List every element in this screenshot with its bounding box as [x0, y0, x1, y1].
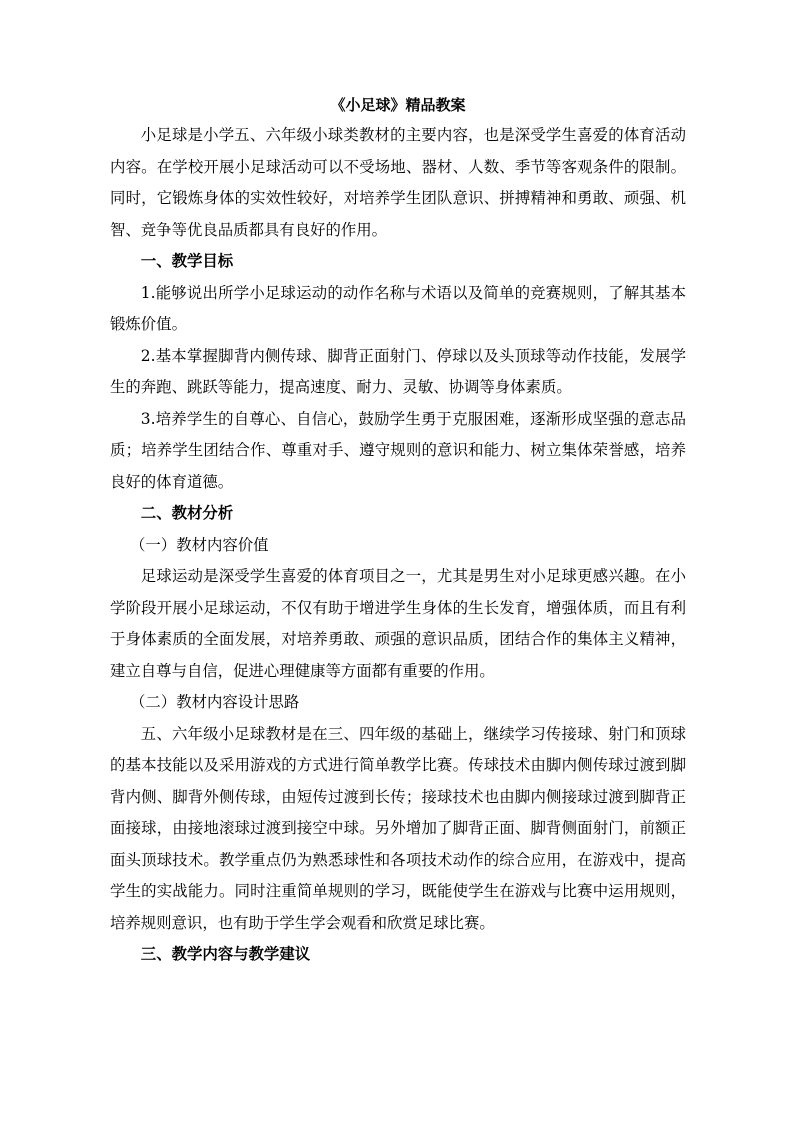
goal-item-1: 1.能够说出所学小足球运动的动作名称与术语以及简单的竞赛规则，了解其基本锻炼价值。 — [110, 283, 686, 333]
design-ideas-paragraph: 五、六年级小足球教材是在三、四年级的基础上，继续学习传接球、射门和顶球的基本技能以及采用游戏的方式进行简单教学比赛。传球技术由脚内侧传球过渡到脚背内侧、脚背外侧传球，由短传过渡到长传；接球技术也由脚内侧接球过渡到脚背正面接球，由接地滚球过渡到接空中球。另外增加了脚背正面、脚背侧面射门，前额正面头顶球技术。教学重点仍为熟悉球性和各项技术动作的综合应用，在游戏中，提高学生的实战能力。同时注重简单规则的学习，既能使学生在游戏与比赛中运用规则，培养规则意识，也有助于学生学会观看和欣赏足球比赛。 — [110, 724, 686, 932]
section-heading-teaching-goals: 一、教学目标 — [140, 252, 234, 270]
intro-paragraph: 小足球是小学五、六年级小球类教材的主要内容，也是深受学生喜爱的体育活动内容。在学校开展小足球活动可以不受场地、器材、人数、季节等客观条件的限制。同时，它锻炼身体的实效性较好，对培养学生团队意识、拼搏精神和勇敢、顽强、机智、竞争等优良品质都具有良好的作用。 — [110, 126, 686, 239]
document-title: 《小足球》精品教案 — [330, 96, 466, 114]
section-heading-content-and-suggestions: 三、教学内容与教学建议 — [140, 945, 311, 963]
goal-item-3: 3.培养学生的自尊心、自信心，鼓励学生勇于克服困难，逐渐形成坚强的意志品质；培养学生团结合作、尊重对手、遵守规则的意识和能力、树立集体荣誉感，培养良好的体育道德。 — [110, 409, 686, 491]
document-page — [110, 94, 686, 971]
content-value-paragraph: 足球运动是深受学生喜爱的体育项目之一，尤其是男生对小足球更感兴趣。在小学阶段开展小足球运动，不仅有助于增进学生身体的生长发育，增强体质，而且有利于身体素质的全面发展，对培养勇敢、顽强的意识品质，团结合作的集体主义精神，建立自尊与自信，促进心理健康等方面都有重要的作用。 — [110, 567, 686, 680]
section-heading-material-analysis: 二、教材分析 — [140, 504, 234, 522]
subsection-heading-content-value: （一）教材内容价值 — [130, 535, 269, 554]
subsection-heading-design-ideas: （二）教材内容设计思路 — [130, 693, 300, 711]
goal-item-2: 2.基本掌握脚背内侧传球、脚背正面射门、停球以及头顶球等动作技能，发展学生的奔跑、跳跃等能力，提高速度、耐力、灵敏、协调等身体素质。 — [110, 346, 686, 396]
